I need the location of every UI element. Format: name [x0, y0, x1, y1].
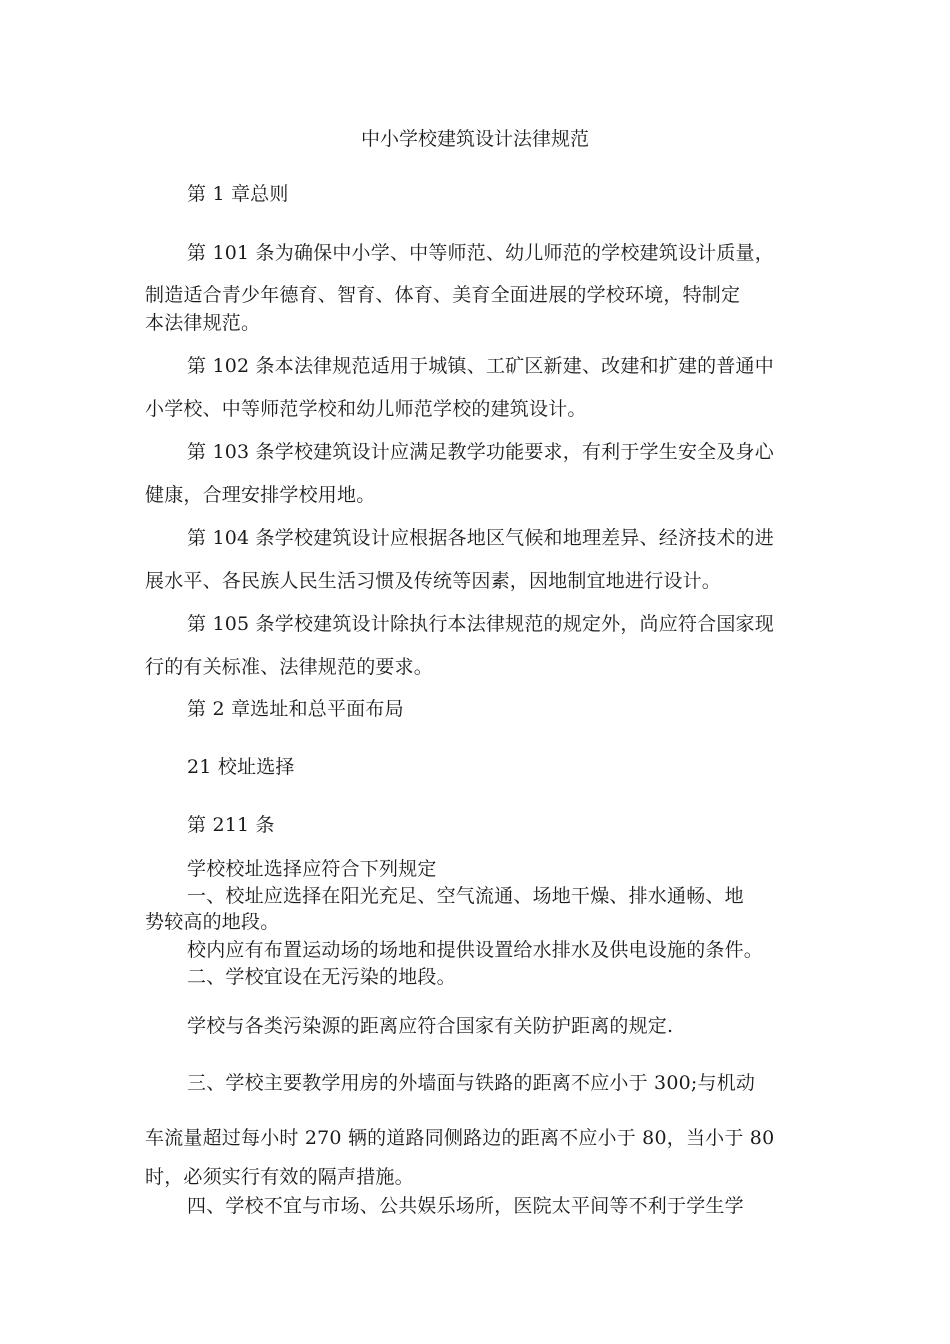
article-103-line-2: 健康，合理安排学校用地。 [145, 484, 376, 506]
article-211-intro: 学校校址选择应符合下列规定 [187, 858, 437, 880]
article-105-line-1: 第 105 条学校建筑设计除执行本法律规范的规定外，尚应符合国家现 [187, 613, 774, 635]
document-title: 中小学校建筑设计法律规范 [360, 128, 589, 150]
item-1-line-1: 一、校址应选择在阳光充足、空气流通、场地干燥、排水通畅、地 [187, 885, 744, 907]
section-21-heading: 21 校址选择 [187, 756, 295, 778]
article-102-line-2: 小学校、中等师范学校和幼儿师范学校的建筑设计。 [145, 398, 587, 420]
article-101-line-3: 本法律规范。 [145, 312, 261, 334]
article-104-line-1: 第 104 条学校建筑设计应根据各地区气候和地理差异、经济技术的进 [187, 527, 774, 549]
item-4-line-1: 四、学校不宜与市场、公共娱乐场所，医院太平间等不利于学生学 [187, 1195, 744, 1217]
article-211-heading: 第 211 条 [187, 814, 275, 836]
article-105-line-2: 行的有关标准、法律规范的要求。 [145, 656, 434, 678]
chapter-1-heading: 第 1 章总则 [187, 183, 289, 205]
item-3-line-3: 时，必须实行有效的隔声措施。 [145, 1166, 414, 1188]
item-2-line-2: 学校与各类污染源的距离应符合国家有关防护距离的规定. [187, 1015, 674, 1037]
item-1-line-3: 校内应有布置运动场的场地和提供设置给水排水及供电设施的条件。 [187, 939, 764, 961]
item-3-line-2: 车流量超过每小时 270 辆的道路同侧路边的距离不应小于 80，当小于 80 [145, 1127, 775, 1149]
article-103-line-1: 第 103 条学校建筑设计应满足教学功能要求，有利于学生安全及身心 [187, 441, 774, 463]
article-101-line-1: 第 101 条为确保中小学、中等师范、幼儿师范的学校建筑设计质量， [187, 242, 774, 264]
item-2-line-1: 二、学校宜设在无污染的地段。 [187, 966, 456, 988]
chapter-2-heading: 第 2 章选址和总平面布局 [187, 698, 404, 720]
article-104-line-2: 展水平、各民族人民生活习惯及传统等因素，因地制宜地进行设计。 [145, 570, 722, 592]
article-102-line-1: 第 102 条本法律规范适用于城镇、工矿区新建、改建和扩建的普通中 [187, 355, 774, 377]
item-1-line-2: 势较高的地段。 [145, 911, 280, 933]
item-3-line-1: 三、学校主要教学用房的外墙面与铁路的距离不应小于 300;与机动 [187, 1072, 756, 1094]
article-101-line-2: 制造适合青少年德育、智育、体育、美育全面进展的学校环境，特制定 [145, 284, 741, 306]
